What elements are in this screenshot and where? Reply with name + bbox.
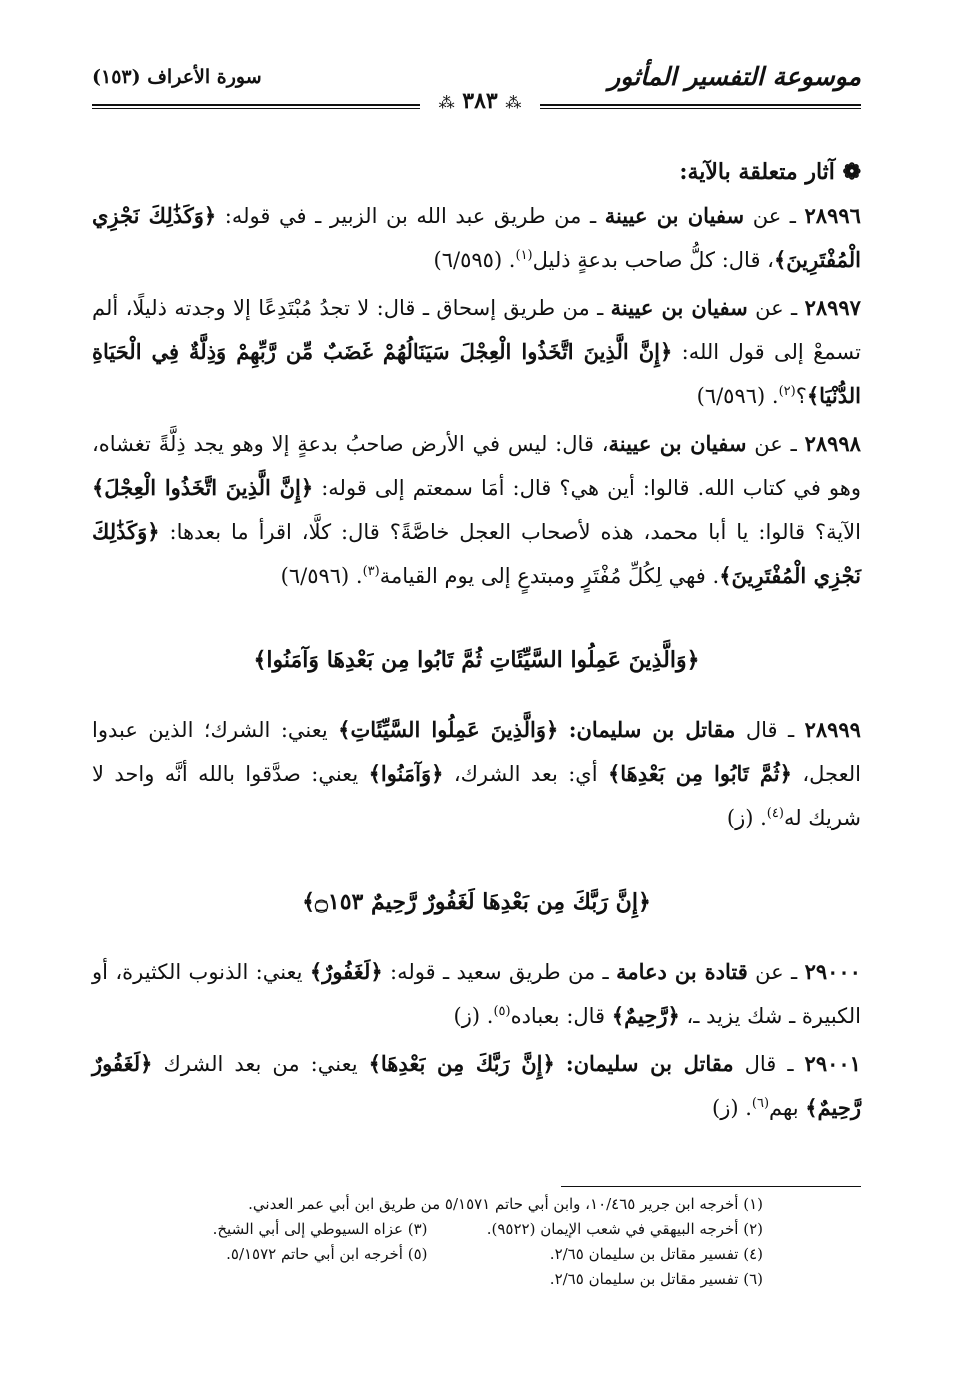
entry-number: ٢٨٩٩٧ [804, 295, 861, 320]
source-reference: . (ز) [453, 1004, 494, 1028]
entry-number: ٢٩٠٠٠ [804, 959, 861, 984]
quran-quote: ﴿إِنَّ الَّذِينَ اتَّخَذُوا الْعِجْلَ﴾ [92, 475, 314, 500]
section-heading [92, 150, 861, 194]
entry-text: ـ من طريق إسحاق ـ قال: لا تجدُ مُبْتَدِعًا إلا وجدته ذليلًا، ألم تسمعْ إلى قول الله: [92, 296, 861, 364]
quran-quote: ﴿وَآمَنُوا﴾ [368, 761, 444, 786]
entry-prefix: ـ عن [755, 296, 798, 320]
flower-icon: ❁ [842, 159, 861, 185]
narrator-name: مقاتل بن سليمان: [568, 717, 736, 742]
source-reference: . (٦/٥٩٥) [433, 248, 516, 272]
verse-heading: ﴿إِنَّ رَبَّكَ مِن بَعْدِهَا لَغَفُورٌ رَّحِيمٌ ۝١٥٣﴾ [302, 889, 651, 915]
narration-entry [92, 194, 861, 282]
narrator-name: سفيان بن عيينة [608, 431, 747, 456]
section-heading-text: آثار متعلقة بالآية: [679, 159, 835, 185]
footnotes [92, 1192, 763, 1292]
entry-text: يعني: الشرك؛ الذين عبدوا العجل، [92, 718, 861, 786]
entry-text: ، قال: كلُّ صاحب بدعةٍ ذليل [532, 248, 774, 272]
quran-quote: ﴿لَغَفُورٌ﴾ [309, 959, 383, 984]
entry-text: ـ من طريق عبد الله بن الزبير ـ في قوله: [224, 204, 597, 228]
footnote-separator [561, 1186, 861, 1187]
footnote-6: (٦) تفسير مقاتل بن سليمان ٢/٦٥. [549, 1270, 763, 1288]
footnote-1: (١) أخرجه ابن جرير ١٠/٤٦٥، وابن أبي حاتم ٥/١٥٧١ من طريق ابن أبي عمر العدني. [248, 1195, 763, 1213]
footnote-marker: (٢) [778, 384, 796, 399]
entry-text: ؟ [795, 384, 807, 408]
book-title: موسوعة التفسير المأثور [608, 62, 861, 91]
footnote-marker: (٥) [493, 1004, 511, 1019]
source-reference: . (ز) [726, 806, 767, 830]
footnote-marker: (٣) [362, 564, 380, 579]
narration-entry [92, 1042, 861, 1130]
entry-prefix: ـ قال [744, 1052, 794, 1076]
page-number-badge [420, 88, 540, 118]
narration-entry [92, 950, 861, 1038]
ornament-icon: ⁂ [438, 93, 455, 112]
narration-entry [92, 422, 861, 598]
source-reference: . (٦/٥٩٦) [696, 384, 779, 408]
narration-entry [92, 286, 861, 418]
ornament-icon: ⁂ [505, 93, 522, 112]
source-reference: . (٦/٥٩٦) [280, 564, 363, 588]
footnote-marker: (٦) [751, 1096, 770, 1111]
entry-text: يعني: الذنوب الكثيرة، أو الكبيرة ـ شك يزيد ـ، [92, 960, 861, 1028]
entry-text: بهم [769, 1096, 799, 1120]
surah-label: سورة الأعراف (١٥٣) [92, 66, 262, 88]
entry-text: يعني: صدَّقوا بالله أنَّه واحد لا شريك له [92, 762, 861, 830]
footnote-row [92, 1242, 763, 1267]
narrator-name: سفيان بن عيينة [610, 295, 748, 320]
footnote-marker: (١) [515, 248, 533, 263]
entry-prefix: ـ قال [745, 718, 795, 742]
narrator-name: مقاتل بن سليمان: [565, 1051, 734, 1076]
quran-quote: ﴿وَالَّذِينَ عَمِلُوا السَّيِّئَاتِ﴾ [338, 717, 559, 742]
quran-quote: ﴿لَغَفُورٌ رَّحِيمٌ﴾ [92, 1051, 861, 1120]
entry-number: ٢٨٩٩٦ [804, 203, 861, 228]
narration-entry [92, 708, 861, 840]
footnote-3: (٣) عزاه السيوطي إلى أبي الشيخ. [212, 1220, 428, 1238]
entry-text: يعني: من بعد الشرك [163, 1052, 358, 1076]
narrator-name: قتادة بن دعامة [616, 959, 748, 984]
entry-number: ٢٨٩٩٨ [804, 431, 861, 456]
footnote-2: (٢) أخرجه البيهقي في شعب الإيمان (٩٥٢٢). [486, 1220, 763, 1238]
entry-text: ـ من طريق سعيد ـ قوله: [390, 960, 609, 984]
entry-number: ٢٨٩٩٩ [804, 717, 861, 742]
entry-text: أي: بعد الشرك، [453, 762, 598, 786]
page-number: ٣٨٣ [462, 88, 498, 114]
quran-quote: ﴿إِنَّ رَبَّكَ مِن بَعْدِهَا﴾ [368, 1051, 555, 1076]
footnote-5: (٥) أخرجه ابن أبي حاتم ٥/١٥٧٢. [226, 1245, 428, 1263]
page-body [92, 150, 861, 1134]
footnote-row [92, 1267, 763, 1292]
footnote-row [92, 1192, 763, 1217]
entry-prefix: ـ عن [752, 204, 796, 228]
source-reference: . (ز) [712, 1096, 752, 1120]
entry-number: ٢٩٠٠١ [804, 1051, 861, 1076]
footnote-marker: (٤) [766, 806, 784, 821]
footnote-4: (٤) تفسير مقاتل بن سليمان ٢/٦٥. [549, 1245, 763, 1263]
entry-text: الآية؟ قالوا: يا أبا محمد، هذه لأصحاب العجل خاصَّةً؟ قال: كلَّا، اقرأ ما بعدها: [169, 520, 861, 544]
quran-quote: ﴿ثُمَّ تَابُوا مِن بَعْدِهَا﴾ [607, 761, 792, 786]
quran-quote: ﴿وَكَذَٰلِكَ نَجْزِي الْمُفْتَرِينَ﴾ [92, 519, 861, 588]
narrator-name: سفيان بن عيينة [604, 203, 745, 228]
quran-quote: ﴿رَّحِيمٌ﴾ [611, 1003, 680, 1028]
entry-prefix: ـ عن [754, 432, 797, 456]
entry-text: . فهي لِكُلِّ مُفْتَرٍ ومبتدعٍ إلى يوم القيامة [379, 564, 720, 588]
entry-prefix: ـ عن [755, 960, 798, 984]
footnote-row [92, 1217, 763, 1242]
entry-text: ، قال: ليس في الأرض صاحبُ بدعةٍ إلا وهو يجد ذِلَّةً تغشاه، وهو في كتاب الله. قالوا: أين هي؟ قال: أمَا سمعتم إلى قوله: [92, 432, 861, 500]
verse-heading: ﴿وَالَّذِينَ عَمِلُوا السَّيِّئَاتِ ثُمَّ تَابُوا مِن بَعْدِهَا وَآمَنُوا﴾ [253, 647, 700, 673]
entry-text: قال: بعباده [510, 1004, 606, 1028]
quran-quote: ﴿إِنَّ الَّذِينَ اتَّخَذُوا الْعِجْلَ سَيَنَالُهُمْ غَضَبٌ مِّن رَّبِّهِمْ وَذِلَّةٌ فِي الْحَيَاةِ الدُّنْيَا﴾ [92, 339, 861, 408]
quran-quote: ﴿وَكَذَٰلِكَ نَجْزِي الْمُفْتَرِينَ﴾ [92, 203, 861, 272]
